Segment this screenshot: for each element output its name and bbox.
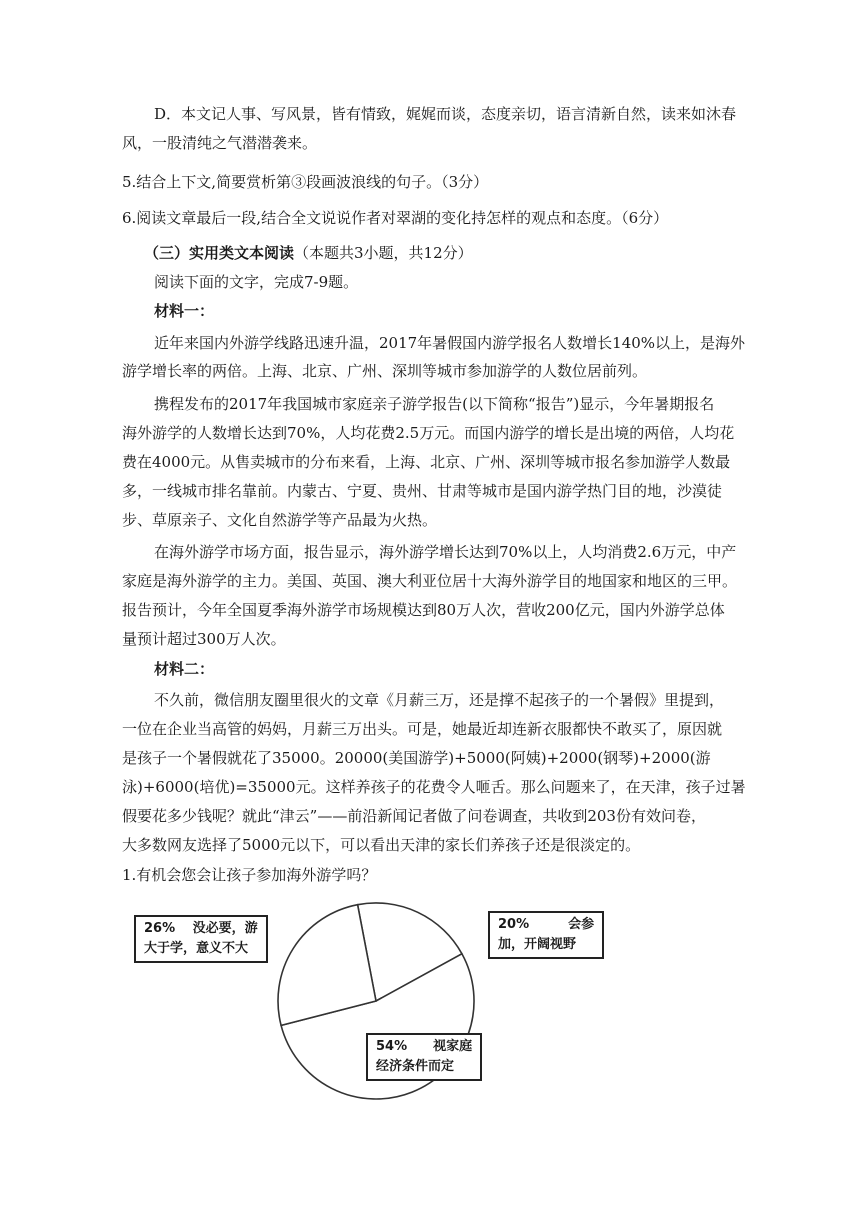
section-heading xyxy=(144,243,473,263)
material-1-line: 步、草原亲子、文化自然游学等产品最为火热。 xyxy=(122,511,438,529)
pie-chart xyxy=(126,893,626,1108)
survey-question: 1.有机会您会让孩子参加海外游学吗？ xyxy=(122,866,377,884)
material-2-line: 假要花多少钱呢？就此“津云”——前沿新闻记者做了问卷调查，共收到203份有效问卷， xyxy=(122,807,706,825)
material-1-line: 多，一线城市排名靠前。内蒙古、宁夏、贵州、甘肃等城市是国内游学热门目的地，沙漠徒 xyxy=(122,482,723,500)
pie-label-line: 54% 视家庭 xyxy=(376,1039,473,1054)
material-1-line: 费在4000元。从售卖城市的分布来看，上海、北京、广州、深圳等城市报名参加游学人数最 xyxy=(122,453,731,471)
section-heading-rest: （本题共3小题，共12分） xyxy=(294,244,473,262)
material-2-title: 材料二： xyxy=(154,660,215,678)
pie-label-line: 20% 会参 xyxy=(498,917,595,932)
section-instruction: 阅读下面的文字，完成7-9题。 xyxy=(154,273,359,291)
material-1-line: 报告预计，今年全国夏季海外游学市场规模达到80万人次，营收200亿元，国内外游学总体 xyxy=(122,601,725,619)
material-1-line: 携程发布的2017年我国城市家庭亲子游学报告(以下简称“报告”)显示，今年暑期报名 xyxy=(154,395,715,413)
pie-label-line: 加，开阔视野 xyxy=(498,937,577,952)
pie-label-line: 26% 没必要，游 xyxy=(144,921,258,936)
option-d-line-2: 风，一股清纯之气潜潜袭来。 xyxy=(122,134,318,152)
pie-label-box xyxy=(134,915,268,963)
pie-label-box xyxy=(488,911,604,959)
question-6: 6.阅读文章最后一段,结合全文说说作者对翠湖的变化持怎样的观点和态度。（6分） xyxy=(122,209,669,227)
section-heading-bold: （三）实用类文本阅读 xyxy=(144,244,295,262)
material-1-line: 在海外游学市场方面，报告显示，海外游学增长达到70%以上，人均消费2.6万元，中产 xyxy=(154,543,737,561)
pie-label-box xyxy=(366,1033,482,1081)
material-1-line: 游学增长率的两倍。上海、北京、广州、深圳等城市参加游学的人数位居前列。 xyxy=(122,362,648,380)
material-2-line: 是孩子一个暑假就花了35000。20000(美国游学)+5000(阿姨)+2000(钢琴)+2000(游 xyxy=(122,749,711,767)
material-2-line: 大多数网友选择了5000元以下，可以看出天津的家长们养孩子还是很淡定的。 xyxy=(122,836,641,854)
question-5: 5.结合上下文,简要赏析第③段画波浪线的句子。（3分） xyxy=(122,173,489,191)
material-1-line: 家庭是海外游学的主力。美国、英国、澳大利亚位居十大海外游学目的地国家和地区的三甲。 xyxy=(122,572,738,590)
material-2-line: 泳)+6000(培优)=35000元。这样养孩子的花费令人咂舌。那么问题来了，在天津，孩子过暑 xyxy=(122,778,746,796)
material-1-line: 量预计超过300万人次。 xyxy=(122,630,286,648)
material-1-title: 材料一： xyxy=(154,302,215,320)
material-2-line: 一位在企业当高管的妈妈，月薪三万出头。可是，她最近却连新衣服都快不敢买了，原因就 xyxy=(122,720,723,738)
material-1-line: 近年来国内外游学线路迅速升温，2017年暑假国内游学报名人数增长140%以上，是海外 xyxy=(154,334,746,352)
pie-label-line: 大于学，意义不大 xyxy=(144,941,249,956)
material-1-line: 海外游学的人数增长达到70%，人均花费2.5万元。而国内游学的增长是出境的两倍，人均花 xyxy=(122,424,735,442)
pie-label-line: 经济条件而定 xyxy=(376,1059,455,1074)
option-d-line-1: D．本文记人事、写风景，皆有情致，娓娓而谈，态度亲切，语言清新自然，读来如沐春 xyxy=(154,105,737,123)
material-2-line: 不久前，微信朋友圈里很火的文章《月薪三万，还是撑不起孩子的一个暑假》里提到， xyxy=(154,691,725,709)
